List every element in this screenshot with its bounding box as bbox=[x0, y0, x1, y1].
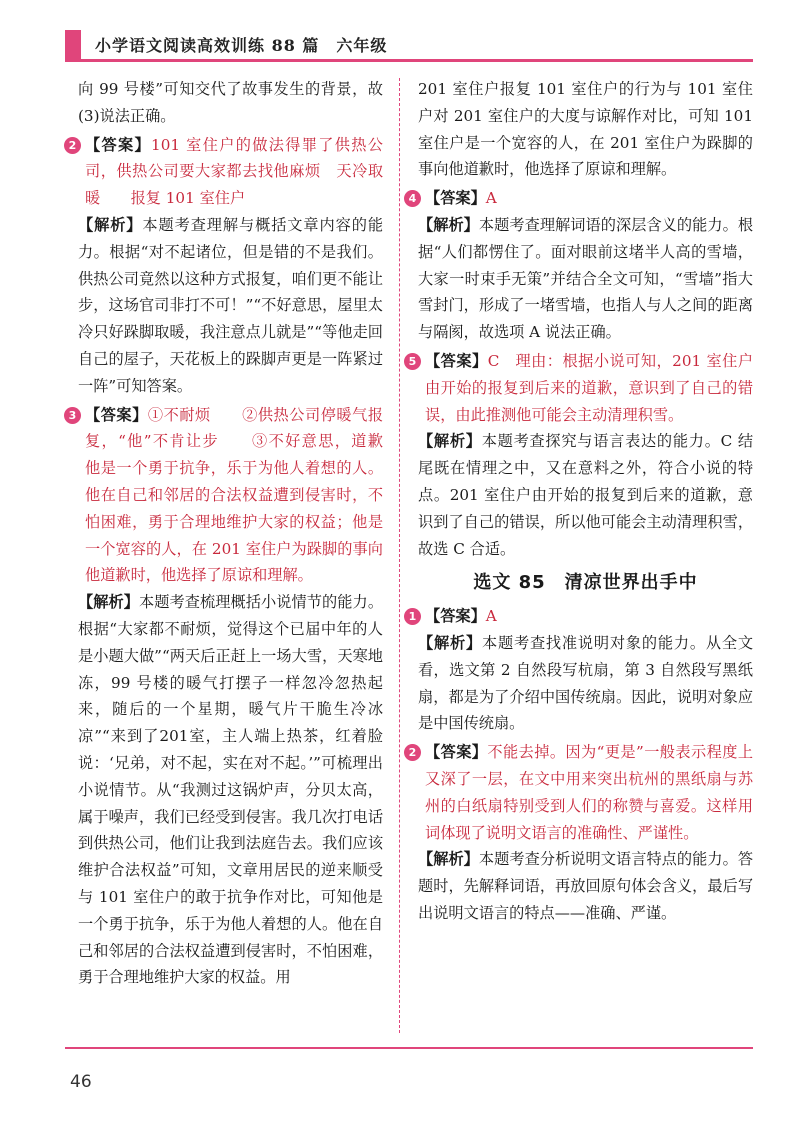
analysis-text: 本题考查探究与语言表达的能力。C 结尾既在情理之中，又在意料之外，符合小说的特点。201 室住户由开始的报复到后来的道歉，意识到了自己的错误，所以他可能会主动清理积雪，故选 C 合适。 bbox=[418, 432, 754, 558]
answer-text: 不能去掉。因为“更是”一般表示程度上又深了一层，在文中用来突出杭州的黑纸扇与苏州的白纸扇特别受到人们的称赞与喜爱。这样用词体现了说明文语言的准确性、严谨性。 bbox=[425, 743, 754, 842]
answer-label: 【答案】 bbox=[85, 405, 148, 424]
answer-text: ①不耐烦 ②供热公司停暖气报复，“他”不肯让步 ③不好意思，道歉 他是一个勇于抗争，乐于为他人着想的人。他在自己和邻居的合法权益遭到侵害时，不怕困难，勇于合理地维护大家的权益；他是一个宽容的人，在 201 室住户为跺脚的事向他道歉时，他选择了原谅和理解。 bbox=[85, 405, 414, 585]
question-number-badge: 2 bbox=[404, 744, 421, 761]
analysis-text: 本题考查分析说明文语言特点的能力。答题时，先解释词语，再放回原句体会含义，最后写出说明文语言的特点——准确、严谨。 bbox=[418, 850, 754, 922]
question-number-badge: 3 bbox=[64, 407, 81, 424]
header-title: 小学语文阅读高效训练 88 篇 六年级 bbox=[95, 36, 388, 55]
analysis-label: 【解析】 bbox=[78, 215, 143, 234]
question-2 bbox=[64, 132, 383, 212]
section85-question-1 bbox=[404, 603, 753, 630]
section-title: 选文 85 清凉世界出手中 bbox=[473, 572, 698, 594]
left-column bbox=[68, 76, 414, 991]
answer-text: A bbox=[485, 189, 497, 208]
answer-text: A bbox=[485, 607, 497, 626]
answer-label: 【答案】 bbox=[425, 189, 486, 208]
analysis-text: 本题考查理解词语的深层含义的能力。根据“人们都愣住了。面对眼前这堵半人高的雪墙，大家一时束手无策”并结合全文可知，“雪墙”指大雪封门，形成了一堵雪墙，也指人与人之间的距离与隔阂，故选项 A 说法正确。 bbox=[418, 215, 754, 342]
analysis-label: 【解析】 bbox=[418, 215, 479, 234]
question-number-badge: 5 bbox=[404, 353, 421, 370]
analysis-paragraph bbox=[418, 630, 753, 737]
answer-label: 【答案】 bbox=[85, 135, 152, 154]
page-header bbox=[65, 30, 753, 60]
answer-text: 101 室住户的做法得罪了供热公司，供热公司要大家都去找他麻烦 天冷取暖 报复 101 室住户 bbox=[85, 135, 383, 208]
header-accent-tab bbox=[65, 30, 81, 60]
analysis-text: 本题考查理解与概括文章内容的能力。根据“对不起诸位，但是错的不是我们。供热公司竟然以这种方式报复，咱们更不能让步，这场官司非打不可！”“不好意思，屋里太冷只好跺脚取暖，我注意点儿就是”“等他走回自己的屋子，天花板上的跺脚声更是一阵紧过一阵”可知答案。 bbox=[78, 215, 384, 395]
analysis-label: 【解析】 bbox=[418, 432, 482, 451]
section85-question-2 bbox=[404, 739, 753, 846]
analysis-paragraph bbox=[418, 846, 753, 926]
column-divider bbox=[399, 78, 400, 1033]
analysis-paragraph bbox=[78, 212, 383, 400]
question-5 bbox=[404, 348, 753, 428]
analysis-paragraph bbox=[418, 428, 753, 562]
question-3 bbox=[64, 402, 414, 590]
analysis-label: 【解析】 bbox=[418, 850, 479, 869]
answer-label: 【答案】 bbox=[425, 743, 488, 762]
question-number-badge: 2 bbox=[64, 137, 81, 154]
analysis-label: 【解析】 bbox=[418, 633, 482, 652]
analysis-text: 本题考查找准说明对象的能力。从全文看，选文第 2 自然段写杭扇，第 3 自然段写黑纸扇，都是为了介绍中国传统扇。因此，说明对象应是中国传统扇。 bbox=[418, 633, 754, 733]
answer-label: 【答案】 bbox=[425, 607, 486, 626]
analysis-paragraph bbox=[78, 589, 383, 991]
answer-label: 【答案】 bbox=[425, 351, 488, 370]
left-intro-text: 向 99 号楼”可知交代了故事发生的背景，故(3)说法正确。 bbox=[78, 80, 383, 125]
question-number-badge: 1 bbox=[404, 608, 421, 625]
analysis-label: 【解析】 bbox=[78, 593, 140, 612]
question-number-badge: 4 bbox=[404, 190, 421, 207]
right-column bbox=[408, 76, 754, 927]
answer-text: C 理由：根据小说可知，201 室住户由开始的报复到后来的道歉，意识到了自己的错误，由此推测他可能会主动清理积雪。 bbox=[425, 351, 754, 424]
right-intro-text: 201 室住户报复 101 室住户的行为与 101 室住户对 201 室住户的大度与谅解作对比，可知 101 室住户是一个宽容的人，在 201 室住户为跺脚的事向他道歉时，他选择了原谅和理解。 bbox=[418, 80, 753, 179]
analysis-text: 本题考查梳理概括小说情节的能力。根据“大家都不耐烦，觉得这个已届中年的人是小题大做”“两天后正赶上一场大雪，天寒地冻，99 号楼的暖气打摆子一样忽冷忽热起来，随后的一个星期，暖气片干脆生冷冰凉”“来到了201室，主人端上热茶，红着脸说：‘兄弟，对不起，实在对不起。’”可梳理出小说情节。从“我测过这锅炉声，分贝太高，属于噪声，我们已经受到侵害。我几次打电话到供热公司，他们让我到法庭告去。我们应该维护合法权益”可知，文章用居民的逆来顺受与 101 室住户的敢于抗争作对比，可知他是一个勇于抗争，乐于为他人着想的人。他在自己和邻居的合法权益遭到侵害时，不怕困难，勇于合理地维护大家的权益。用 bbox=[78, 593, 384, 987]
footer-rule bbox=[65, 1047, 753, 1049]
question-4 bbox=[404, 185, 753, 212]
page-number: 46 bbox=[70, 1072, 92, 1092]
analysis-paragraph bbox=[418, 212, 753, 346]
header-rule bbox=[65, 59, 753, 62]
